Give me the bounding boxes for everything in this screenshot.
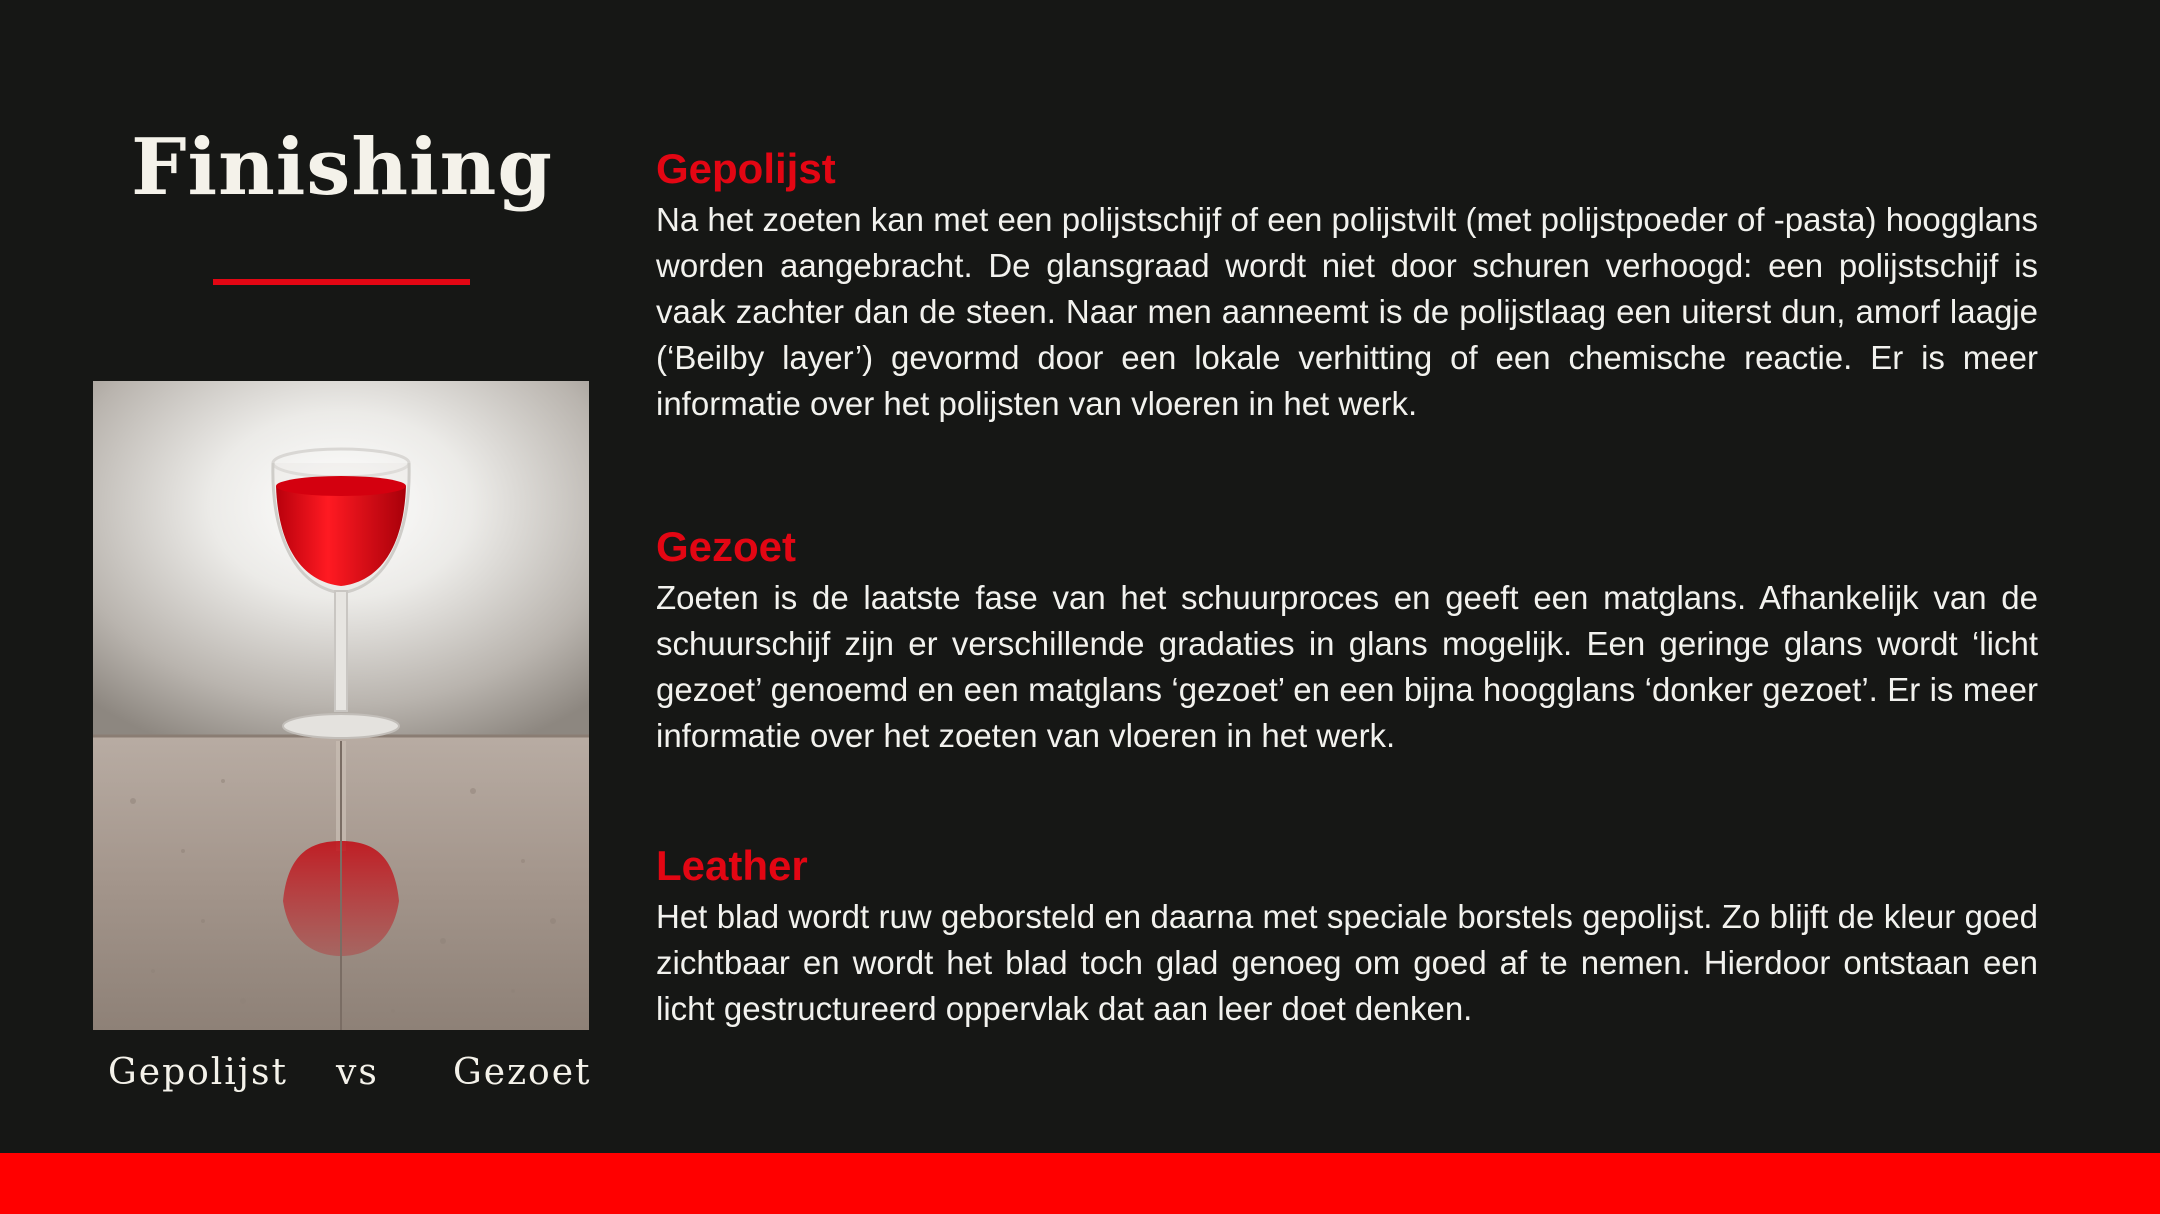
footer-bar (0, 1153, 2160, 1214)
caption-polished: Gepolijst (108, 1052, 288, 1093)
section-heading: Leather (656, 842, 808, 889)
section-polished (656, 143, 2038, 427)
section-heading: Gepolijst (656, 145, 836, 192)
section-honed (656, 521, 2038, 759)
caption-honed: Gezoet (453, 1052, 592, 1093)
section-body: Na het zoeten kan met een polijstschijf of een polijstvilt (met polijstpoeder of -pasta) hoogglans worden aangebracht. De glansgraad wordt niet door schuren verhoogd: een polijstschijf is vaak zachter dan de steen. Naar men aanneemt is de polijstlaag een uiterst dun, amorf laagje (‘Beilby layer’) gevormd door een lokale verhitting of een chemische reactie. Er is meer informatie over het polijsten van vloeren in het werk. (656, 201, 2038, 422)
section-heading: Gezoet (656, 523, 797, 570)
caption-vs: vs (336, 1052, 379, 1093)
slide-title: Finishing (131, 122, 553, 213)
section-leather (656, 840, 2038, 1032)
section-body: Zoeten is de laatste fase van het schuurproces en geeft een matglans. Afhankelijk van de schuurschijf zijn er verschillende gradaties in glans mogelijk. Een geringe glans wordt ‘licht gezoet’ genoemd en een matglans ‘gezoet’ en een bijna hoogglans ‘donker gezoet’. Er is meer informatie over het zoeten van vloeren in het werk. (656, 579, 2038, 754)
title-underline (213, 279, 470, 285)
section-body: Het blad wordt ruw geborsteld en daarna met speciale borstels gepolijst. Zo blijft de kleur goed zichtbaar en wordt het blad toch glad genoeg om goed af te nemen. Hierdoor ontstaan een licht gestructureerd oppervlak dat aan leer doet denken. (656, 898, 2038, 1027)
wine-glass-photo (93, 381, 589, 1030)
